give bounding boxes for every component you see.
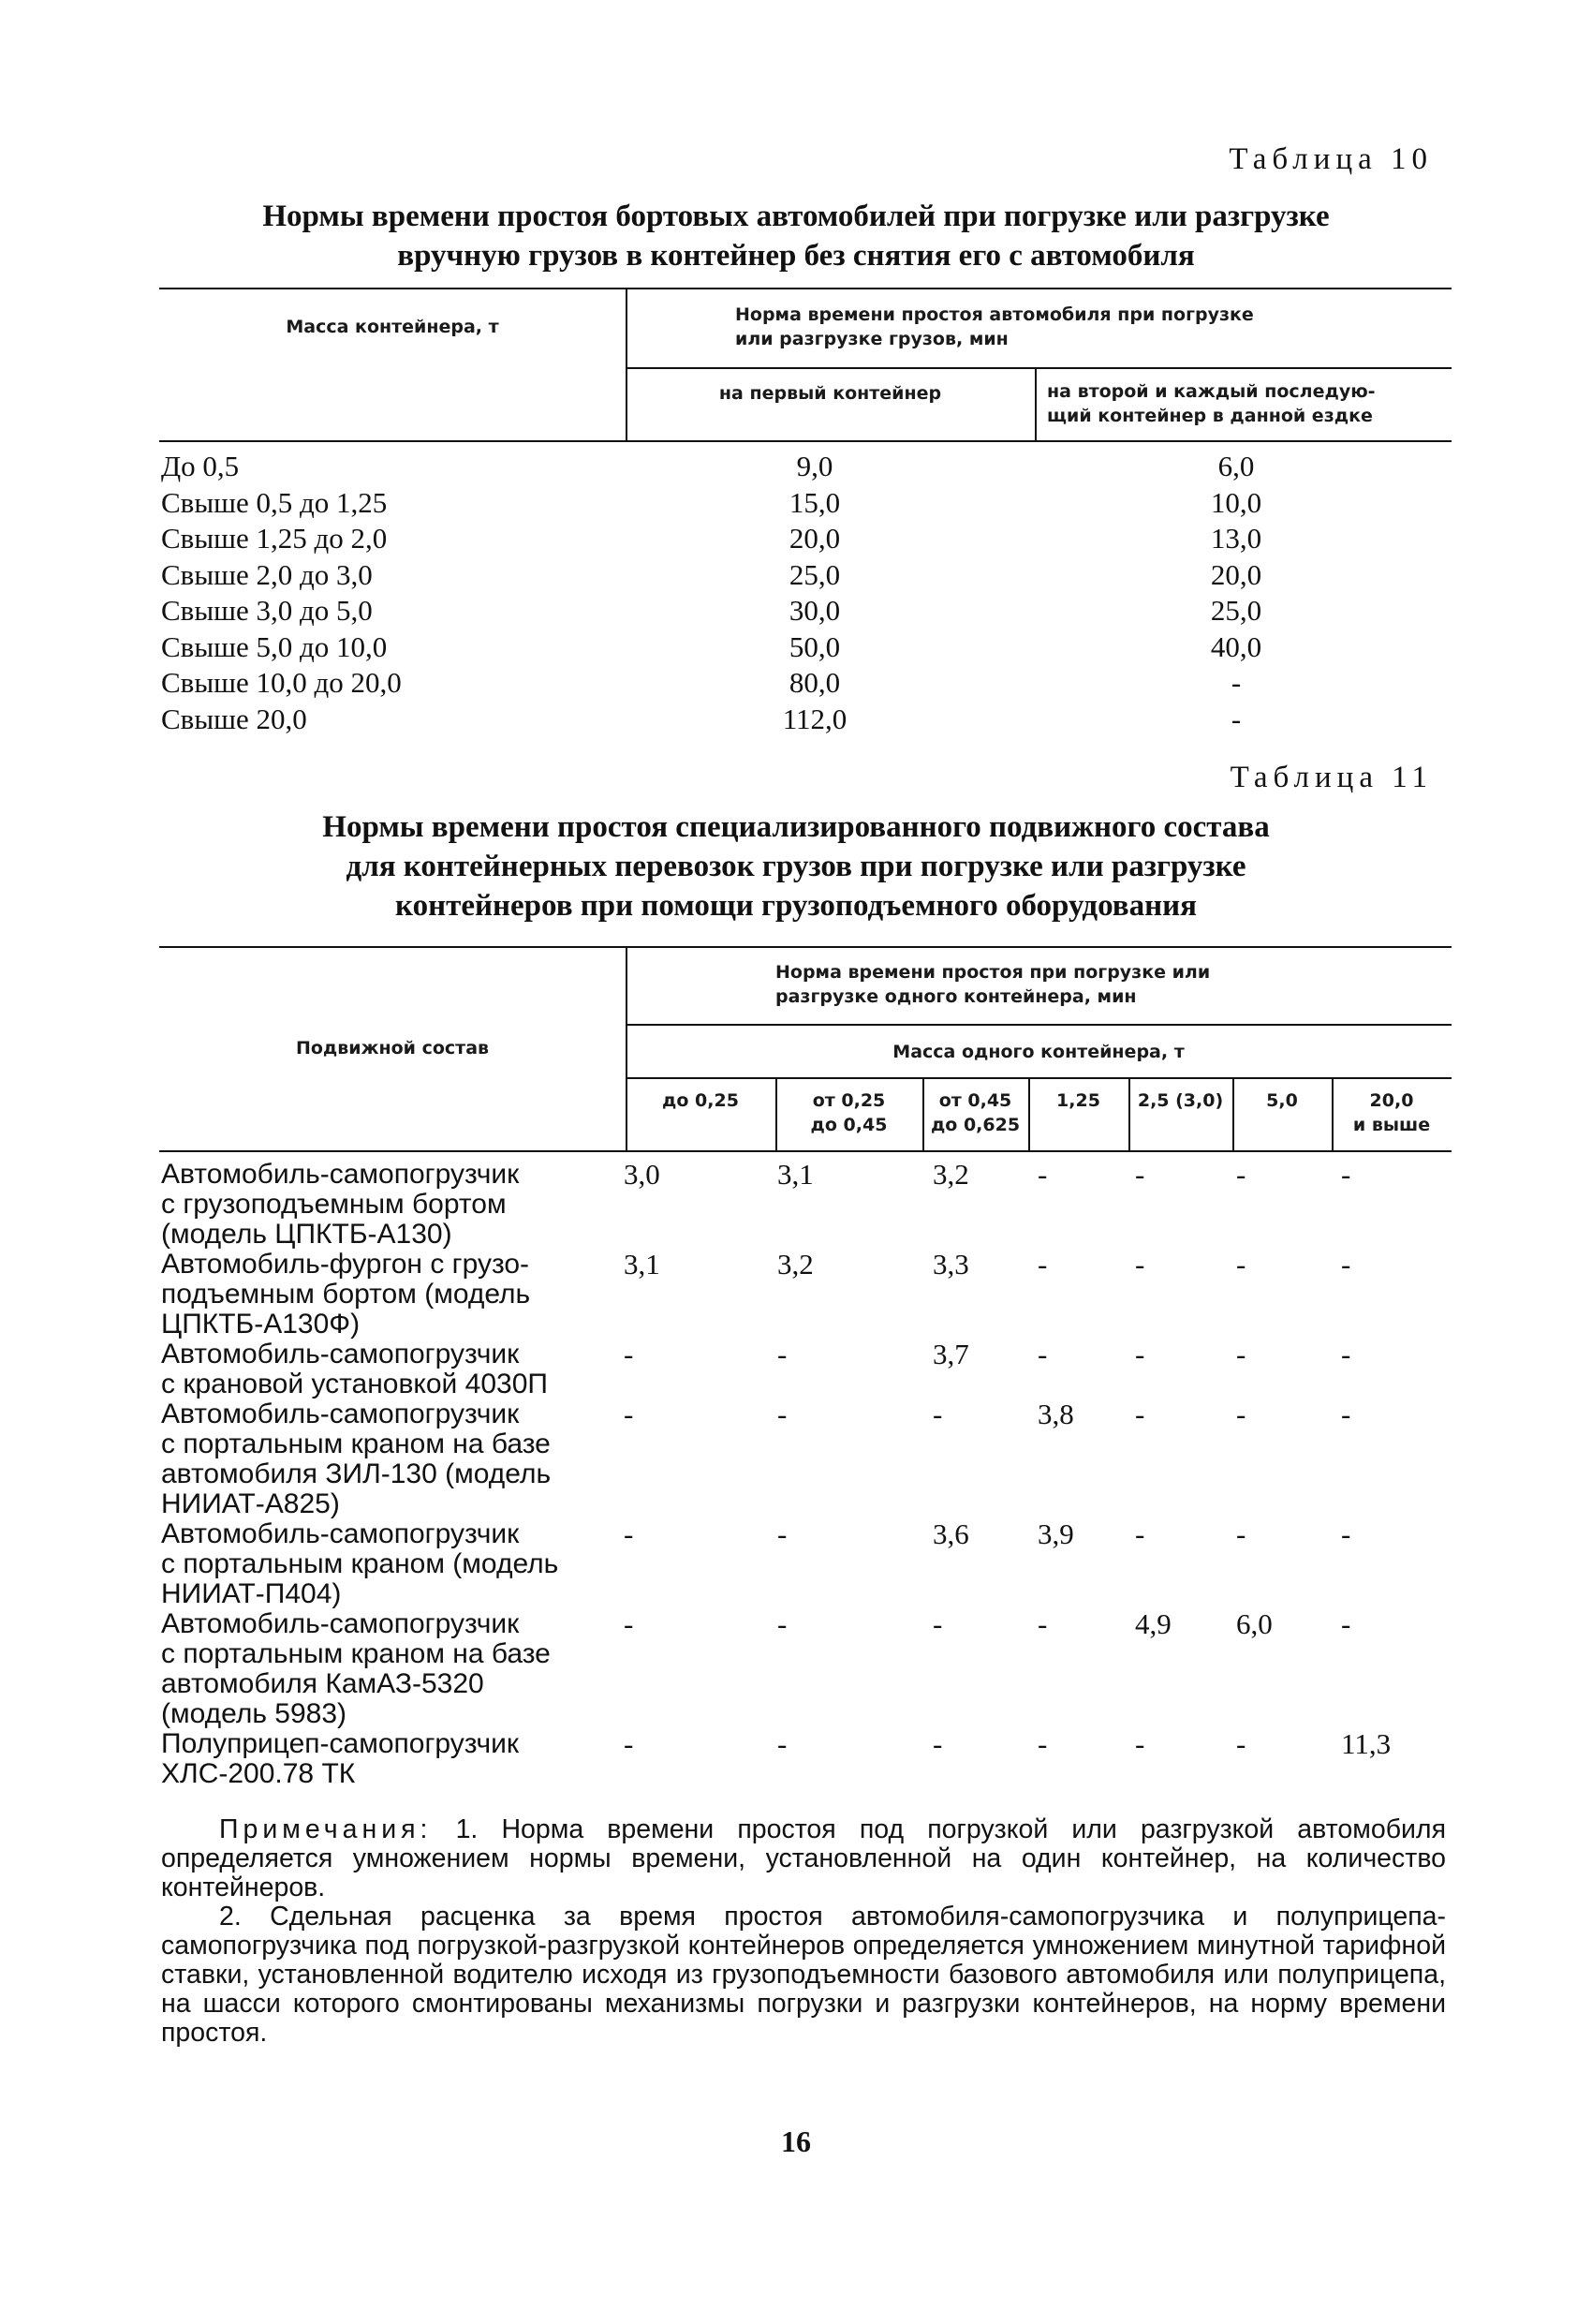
rolling-stock-name xyxy=(161,1519,611,1609)
table-row xyxy=(0,703,1592,739)
table11-title xyxy=(150,807,1442,925)
table11-col-header xyxy=(1030,1088,1127,1113)
first-container-cell: 15,0 xyxy=(789,485,841,519)
norm-cell: - xyxy=(777,1398,788,1430)
name-line: НИИАТ-А825) xyxy=(161,1488,340,1519)
norm-cell: 3,7 xyxy=(933,1338,969,1370)
norm-cell: - xyxy=(624,1607,634,1640)
table-row xyxy=(0,450,1592,486)
table-row xyxy=(0,630,1592,667)
norm-cell: - xyxy=(1341,1398,1351,1430)
next-container-cell: 25,0 xyxy=(1210,594,1262,627)
table10-header-norm xyxy=(735,303,1428,351)
table-row xyxy=(0,486,1592,523)
norm-cell: - xyxy=(1341,1158,1351,1191)
col-header-line1: от 0,45 xyxy=(938,1090,1012,1111)
next-container-cell: 6,0 xyxy=(1217,450,1255,482)
note-1-text: 1. Норма времени простоя под погрузкой или разгрузкой автомобиля определяется умножением нормы времени, установленной на один контейнер, на количество контейнеров. xyxy=(161,1814,1446,1902)
norm-cell: - xyxy=(624,1398,634,1430)
norm-cell: 3,2 xyxy=(933,1158,969,1191)
col-header-line2: и выше xyxy=(1352,1115,1431,1135)
table10-header-norm-line1: Норма времени простоя автомобиля при погрузке xyxy=(735,304,1254,325)
norm-cell: - xyxy=(1038,1338,1048,1370)
col-header-line1: 2,5 (3,0) xyxy=(1137,1090,1224,1111)
name-line: Автомобиль-самопогрузчик xyxy=(161,1608,520,1639)
table11-col-header xyxy=(1334,1088,1450,1137)
table-row xyxy=(0,1160,1592,1250)
mass-cell: Свыше 0,5 до 1,25 xyxy=(161,485,388,519)
notes xyxy=(161,1815,1446,2048)
name-line: НИИАТ-П404) xyxy=(161,1578,342,1609)
table10-divider-2 xyxy=(1035,369,1037,440)
col-header-line2: до 0,45 xyxy=(810,1115,888,1135)
mass-cell: До 0,5 xyxy=(161,450,240,482)
table10-label: Таблица 10 xyxy=(1229,142,1433,176)
norm-cell: - xyxy=(1236,1248,1246,1280)
name-line: Автомобиль-самопогрузчик xyxy=(161,1159,520,1190)
norm-cell: - xyxy=(1135,1398,1145,1430)
norm-cell: - xyxy=(1236,1158,1246,1191)
rolling-stock-name xyxy=(161,1609,611,1729)
table10-header-norm-line2: или разгрузке грузов, мин xyxy=(735,329,1009,349)
note-2: 2. Сдельная расценка за время простоя автомобиля-самопогрузчика и полуприцепа-самопогрузчика под погрузкой-разгрузкой контейнеров определяется умножением минутной тарифной ставки, установленной водителю исходя из грузоподъемности базового автомобиля или полуприцепа, на шасси которого смонтированы механизмы погрузки и разгрузки контейнеров, на норму времени простоя. xyxy=(161,1902,1446,2048)
norm-cell: - xyxy=(1236,1338,1246,1370)
norm-cell: - xyxy=(1135,1248,1145,1280)
mass-cell: Свыше 20,0 xyxy=(161,702,307,735)
next-container-cell: - xyxy=(1231,702,1242,735)
first-container-cell: 9,0 xyxy=(796,450,833,482)
table11-header-bottom-rule xyxy=(159,1150,1452,1152)
mass-cell: Свыше 2,0 до 3,0 xyxy=(161,557,373,591)
norm-cell: 3,9 xyxy=(1038,1517,1074,1550)
table11-title-line2: для контейнерных перевозок грузов при погрузке или разгрузке xyxy=(346,850,1246,883)
table11-col-header xyxy=(627,1088,774,1113)
table-row xyxy=(0,558,1592,595)
norm-cell: - xyxy=(933,1607,943,1640)
norm-cell: 3,3 xyxy=(933,1248,969,1280)
rolling-stock-name xyxy=(161,1399,611,1519)
name-line: с портальным краном (модель xyxy=(161,1548,559,1579)
norm-cell: - xyxy=(1038,1727,1048,1760)
rolling-stock-name xyxy=(161,1250,611,1340)
mass-cell: Свыше 1,25 до 2,0 xyxy=(161,522,388,555)
norm-cell: 3,6 xyxy=(933,1517,969,1550)
table10-header-second xyxy=(1047,379,1450,428)
norm-cell: - xyxy=(777,1338,788,1370)
name-line: Автомобиль-фургон с грузо- xyxy=(161,1249,530,1280)
norm-cell: - xyxy=(624,1727,634,1760)
next-container-cell: - xyxy=(1231,666,1242,699)
table11-label: Таблица 11 xyxy=(1230,761,1433,794)
norm-cell: - xyxy=(1341,1517,1351,1550)
first-container-cell: 20,0 xyxy=(789,522,841,555)
table10-header-bottom-rule xyxy=(159,440,1452,442)
norm-cell: 3,2 xyxy=(777,1248,814,1280)
norm-cell: 3,8 xyxy=(1038,1398,1074,1430)
table-row xyxy=(0,1340,1592,1399)
notes-label: Примечания: xyxy=(219,1814,433,1844)
norm-cell: - xyxy=(1236,1727,1246,1760)
page-number: 16 xyxy=(781,2124,811,2158)
table11-col-header xyxy=(777,1088,921,1137)
table11-header-mass: Масса одного контейнера, т xyxy=(892,1042,1185,1062)
next-container-cell: 20,0 xyxy=(1210,557,1262,591)
norm-cell: - xyxy=(1038,1248,1048,1280)
norm-cell: - xyxy=(1135,1517,1145,1550)
name-line: Автомобиль-самопогрузчик xyxy=(161,1518,520,1549)
norm-cell: 4,9 xyxy=(1135,1607,1172,1640)
note-1 xyxy=(161,1815,1446,1902)
col-header-line1: до 0,25 xyxy=(662,1090,739,1111)
rolling-stock-name xyxy=(161,1160,611,1250)
name-line: с портальным краном на базе xyxy=(161,1428,551,1459)
norm-cell: - xyxy=(1135,1158,1145,1191)
norm-cell: - xyxy=(777,1727,788,1760)
norm-cell: - xyxy=(1135,1338,1145,1370)
name-line: Автомобиль-самопогрузчик xyxy=(161,1339,520,1369)
col-header-line2: до 0,625 xyxy=(930,1115,1021,1135)
col-header-line1: от 0,25 xyxy=(812,1090,886,1111)
next-container-cell: 40,0 xyxy=(1210,629,1262,663)
rolling-stock-name xyxy=(161,1729,611,1789)
norm-cell: - xyxy=(933,1398,943,1430)
table10-header-second-line1: на второй и каждый последую- xyxy=(1047,381,1376,402)
table11-header-norm-line2: разгрузке одного контейнера, мин xyxy=(775,986,1137,1007)
norm-cell: - xyxy=(933,1727,943,1760)
table10-title-line2: вручную грузов в контейнер без снятия его с автомобиля xyxy=(397,239,1195,273)
table10-title xyxy=(150,197,1442,275)
norm-cell: 6,0 xyxy=(1236,1607,1273,1640)
col-header-line1: 20,0 xyxy=(1369,1090,1414,1111)
table-row xyxy=(0,522,1592,558)
table-row xyxy=(0,1519,1592,1609)
name-line: (модель ЦПКТБ-А130) xyxy=(161,1219,452,1250)
table-row xyxy=(0,1609,1592,1729)
name-line: подъемным бортом (модель xyxy=(161,1279,531,1310)
next-container-cell: 13,0 xyxy=(1210,522,1262,555)
first-container-cell: 30,0 xyxy=(789,594,841,627)
mass-cell: Свыше 3,0 до 5,0 xyxy=(161,594,373,627)
table11-title-line1: Нормы времени простоя специализированного подвижного состава xyxy=(322,810,1270,844)
table10-body xyxy=(0,450,1592,738)
table11-header-norm xyxy=(775,960,1431,1009)
next-container-cell: 10,0 xyxy=(1210,485,1262,519)
table11-body xyxy=(0,1160,1592,1789)
norm-cell: - xyxy=(1236,1398,1246,1430)
col-header-line1: 1,25 xyxy=(1056,1090,1100,1111)
mass-cell: Свыше 5,0 до 10,0 xyxy=(161,629,388,663)
name-line: (модель 5983) xyxy=(161,1698,347,1729)
table11-col-header xyxy=(1234,1088,1330,1113)
norm-cell: - xyxy=(1341,1248,1351,1280)
norm-cell: 11,3 xyxy=(1341,1727,1392,1760)
norm-cell: - xyxy=(1236,1517,1246,1550)
norm-cell: - xyxy=(1341,1338,1351,1370)
mass-cell: Свыше 10,0 до 20,0 xyxy=(161,666,402,699)
table10-header-mass: Масса контейнера, т xyxy=(286,317,499,337)
table11-header-norm-line1: Норма времени простоя при погрузке или xyxy=(775,962,1211,983)
name-line: с портальным краном на базе xyxy=(161,1638,551,1669)
norm-cell: - xyxy=(1038,1158,1048,1191)
table11-col-header xyxy=(924,1088,1026,1137)
col-header-line1: 5,0 xyxy=(1266,1090,1298,1111)
table-row xyxy=(0,594,1592,630)
norm-cell: - xyxy=(1038,1607,1048,1640)
rolling-stock-name xyxy=(161,1340,611,1399)
norm-cell: - xyxy=(1341,1607,1351,1640)
norm-cell: 3,1 xyxy=(624,1248,660,1280)
table-row xyxy=(0,1250,1592,1340)
norm-cell: - xyxy=(624,1517,634,1550)
table10-header-first: на первый контейнер xyxy=(718,383,942,404)
first-container-cell: 80,0 xyxy=(789,666,841,699)
first-container-cell: 112,0 xyxy=(782,702,848,735)
norm-cell: - xyxy=(624,1338,634,1370)
table11-mass-rule xyxy=(626,1077,1452,1079)
norm-cell: - xyxy=(777,1607,788,1640)
name-line: с крановой установкой 4030П xyxy=(161,1369,548,1399)
name-line: Полуприцеп-самопогрузчик xyxy=(161,1728,520,1759)
name-line: автомобиля ЗИЛ-130 (модель xyxy=(161,1458,552,1489)
table10-title-line1: Нормы времени простоя бортовых автомобилей при погрузке или разгрузке xyxy=(262,200,1330,233)
table-row xyxy=(0,1729,1592,1789)
first-container-cell: 50,0 xyxy=(789,629,841,663)
first-container-cell: 25,0 xyxy=(789,557,841,591)
name-line: с грузоподъемным бортом xyxy=(161,1189,507,1220)
table11-col-header xyxy=(1130,1088,1231,1113)
table11-header-stock: Подвижной состав xyxy=(295,1038,490,1058)
norm-cell: 3,1 xyxy=(777,1158,814,1191)
table-row xyxy=(0,666,1592,703)
norm-cell: 3,0 xyxy=(624,1158,660,1191)
table10-divider-1 xyxy=(626,289,627,440)
table11-title-line3: контейнеров при помощи грузоподъемного оборудования xyxy=(395,889,1197,923)
norm-cell: - xyxy=(777,1517,788,1550)
table11-top-rule xyxy=(159,946,1452,948)
name-line: Автомобиль-самопогрузчик xyxy=(161,1399,520,1429)
table10-top-rule xyxy=(159,288,1452,289)
table11-norm-rule xyxy=(626,1024,1452,1026)
table10-header-second-line2: щий контейнер в данной ездке xyxy=(1047,406,1373,426)
table10-mid-rule xyxy=(626,367,1452,369)
table-row xyxy=(0,1399,1592,1519)
name-line: ЦПКТБ-А130Ф) xyxy=(161,1309,361,1340)
name-line: автомобиля КамАЗ-5320 xyxy=(161,1668,484,1699)
name-line: ХЛС-200.78 ТК xyxy=(161,1758,356,1789)
norm-cell: - xyxy=(1135,1727,1145,1760)
